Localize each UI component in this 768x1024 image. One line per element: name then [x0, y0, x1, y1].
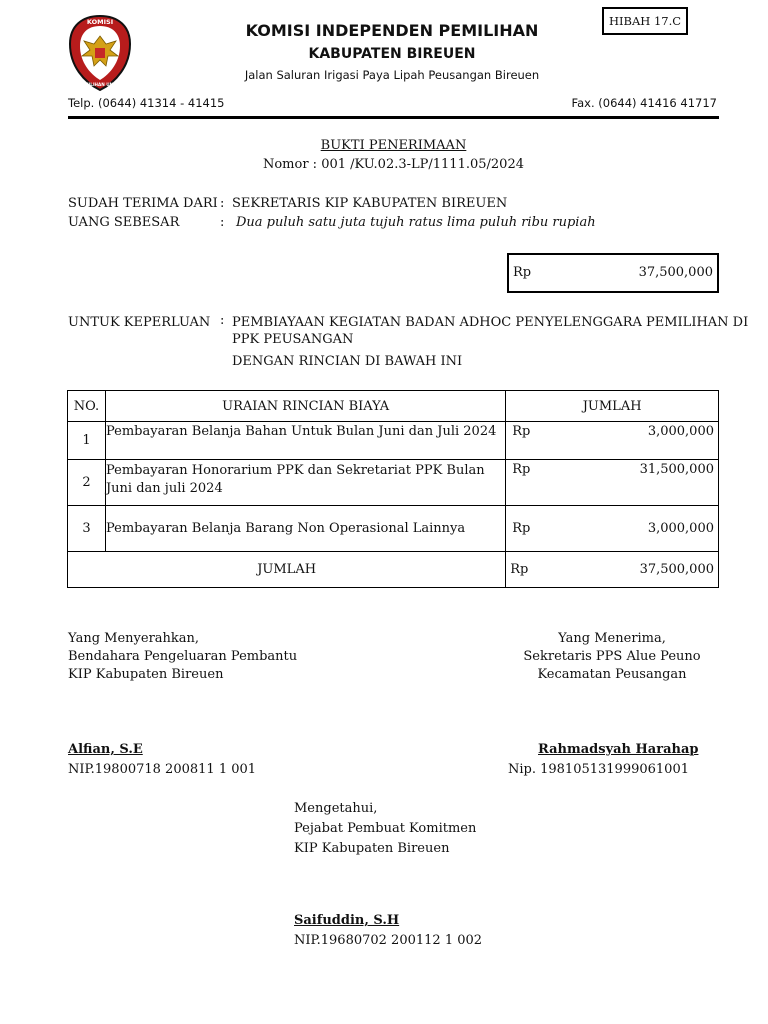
receiver-line-2: Sekretaris PPS Alue Peuno — [523, 649, 701, 664]
total-amount-box — [507, 253, 719, 293]
giver-line-1: Yang Menyerahkan, — [68, 631, 200, 646]
row-amount-cell — [506, 422, 719, 460]
purpose-line-3: DENGAN RINCIAN DI BAWAH INI — [232, 354, 463, 369]
header-divider — [68, 116, 719, 119]
purpose-colon: : — [220, 313, 225, 328]
row-no: 3 — [68, 506, 106, 552]
row-desc: Pembayaran Honorarium PPK dan Sekretariat PPK Bulan Juni dan juli 2024 — [105, 460, 505, 506]
giver-name: Alfian, S.E — [68, 742, 143, 757]
receiver-signature-block — [500, 630, 724, 684]
org-region: KABUPATEN BIREUEN — [308, 46, 476, 62]
form-code-box — [602, 7, 688, 35]
purpose-line-2: PPK PEUSANGAN — [232, 332, 354, 347]
row-amount: 3,000,000 — [647, 424, 714, 439]
total-amount-cell — [506, 552, 719, 588]
kpu-garuda-emblem-icon — [66, 14, 134, 92]
giver-signature-block — [68, 630, 297, 684]
receiver-line-3: Kecamatan Peusangan — [537, 667, 687, 682]
giver-line-3: KIP Kabupaten Bireuen — [68, 667, 224, 682]
approver-line-1: Mengetahui, — [294, 801, 378, 816]
approver-line-3: KIP Kabupaten Bireuen — [294, 841, 450, 856]
expense-table — [67, 390, 719, 588]
logo-bottom-text: PEMILIHAN UMUM — [78, 82, 122, 87]
giver-id: NIP.19800718 200811 1 001 — [68, 762, 257, 777]
giver-line-2: Bendahara Pengeluaran Pembantu — [68, 649, 298, 664]
total-currency: Rp — [510, 562, 529, 577]
total-box-currency: Rp — [513, 265, 532, 280]
receiver-id: Nip. 198105131999061001 — [508, 762, 689, 777]
received-from-colon: : — [220, 196, 225, 211]
approver-line-2: Pejabat Pembuat Komitmen — [294, 821, 477, 836]
header-amount: JUMLAH — [506, 391, 719, 422]
amount-words: Dua puluh satu juta tujuh ratus lima puluh ribu rupiah — [236, 215, 596, 230]
table-row — [68, 460, 719, 506]
header-no: NO. — [68, 391, 106, 422]
org-fax: Fax. (0644) 41416 41717 — [571, 96, 717, 110]
table-row — [68, 506, 719, 552]
receipt-title: BUKTI PENERIMAAN — [320, 138, 467, 153]
received-from-label: SUDAH TERIMA DARI — [68, 196, 218, 211]
table-row — [68, 422, 719, 460]
receiver-name: Rahmadsyah Harahap — [538, 742, 699, 757]
row-amount: 31,500,000 — [639, 462, 714, 477]
received-from-value: SEKRETARIS KIP KABUPATEN BIREUEN — [232, 196, 508, 211]
row-amount: 3,000,000 — [647, 521, 714, 536]
row-desc: Pembayaran Belanja Bahan Untuk Bulan Juni dan Juli 2024 — [105, 422, 505, 460]
receiver-line-1: Yang Menerima, — [558, 631, 666, 646]
header-desc: URAIAN RINCIAN BIAYA — [105, 391, 505, 422]
row-currency: Rp — [512, 424, 531, 439]
total-label: JUMLAH — [68, 552, 506, 588]
table-header-row — [68, 391, 719, 422]
row-no: 1 — [68, 422, 106, 460]
approver-name: Saifuddin, S.H — [294, 913, 400, 928]
form-code: HIBAH 17.C — [608, 14, 682, 28]
row-amount-cell — [506, 506, 719, 552]
row-currency: Rp — [512, 521, 531, 536]
approver-id: NIP.19680702 200112 1 002 — [294, 933, 483, 948]
row-currency: Rp — [512, 462, 531, 477]
purpose-line-1: PEMBIAYAAN KEGIATAN BADAN ADHOC PENYELENGGARA PEMILIHAN DI — [232, 315, 749, 330]
approver-signature-block — [294, 799, 476, 859]
org-phone: Telp. (0644) 41314 - 41415 — [68, 96, 225, 110]
row-no: 2 — [68, 460, 106, 506]
total-box-amount: 37,500,000 — [638, 265, 713, 280]
purpose-label: UNTUK KEPERLUAN — [68, 315, 211, 330]
org-name: KOMISI INDEPENDEN PEMILIHAN — [245, 21, 539, 40]
receipt-number: Nomor : 001 /KU.02.3-LP/1111.05/2024 — [262, 157, 524, 172]
row-amount-cell — [506, 460, 719, 506]
logo-arc-text: KOMISI — [86, 18, 114, 26]
row-desc: Pembayaran Belanja Barang Non Operasional Lainnya — [105, 506, 505, 552]
table-total-row — [68, 552, 719, 588]
org-address: Jalan Saluran Irigasi Paya Lipah Peusangan Bireuen — [244, 68, 540, 82]
amount-label: UANG SEBESAR — [68, 215, 180, 230]
amount-colon: : — [220, 215, 225, 230]
total-amount: 37,500,000 — [639, 562, 714, 577]
